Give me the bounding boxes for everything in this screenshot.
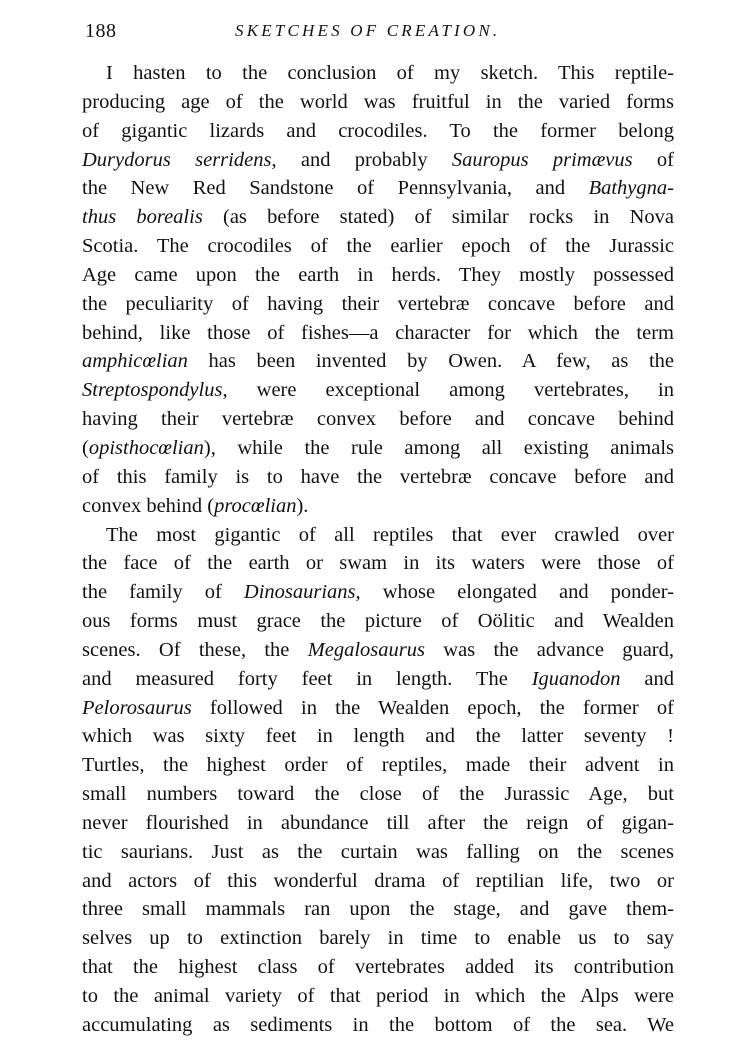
text-line xyxy=(82,809,674,838)
italic-term: Bathygna- xyxy=(588,177,674,200)
paragraph xyxy=(82,59,674,521)
text-line xyxy=(82,751,674,780)
text-line xyxy=(82,549,674,578)
text-run: having their vertebræ convex before and concave behind xyxy=(82,408,674,431)
text-run: that the highest class of vertebrates added its contribution xyxy=(82,956,674,979)
text-run: which was sixty feet in length and the latter seventy ! xyxy=(82,725,674,748)
text-run: to the animal variety of that period in which the Alps were xyxy=(82,985,674,1007)
text-line xyxy=(82,232,674,261)
text-line xyxy=(82,1011,674,1040)
text-run: has been invented by Owen. A few, as the xyxy=(187,350,674,373)
text-line xyxy=(82,405,674,434)
text-line xyxy=(82,261,674,290)
text-run: , were exceptional among vertebrates, in xyxy=(222,379,674,402)
paragraph xyxy=(82,521,674,1040)
italic-term: Pelorosaurus xyxy=(82,696,192,719)
text-run: (as before stated) of similar rocks in Nova xyxy=(202,206,675,229)
italic-term: Streptospondylus xyxy=(82,379,223,402)
text-line xyxy=(82,694,674,723)
page-number: 188 xyxy=(85,20,117,42)
text-line xyxy=(82,780,674,809)
text-line xyxy=(82,578,674,607)
text-run: and xyxy=(620,667,674,690)
text-run: the face of the earth or swam in its waters were those of xyxy=(82,552,674,575)
text-line xyxy=(82,146,674,175)
text-line xyxy=(82,492,674,521)
text-run: I hasten to the conclusion of my sketch. This reptile- xyxy=(106,62,674,84)
text-run: was the advance guard, xyxy=(425,638,674,661)
text-run: and measured forty feet in length. The xyxy=(82,667,532,690)
text-line xyxy=(82,607,674,636)
text-run: , whose elongated and ponder- xyxy=(355,581,674,604)
text-run: accumulating as sediments in the bottom of the sea. We xyxy=(82,1013,674,1036)
italic-term: thus borealis xyxy=(82,206,203,229)
italic-term: opisthocœlian xyxy=(88,436,204,459)
text-run: and actors of this wonderful drama of reptilian life, two or xyxy=(82,869,674,892)
italic-term: Dinosaurians xyxy=(243,581,356,604)
text-line xyxy=(82,434,674,463)
text-run: of xyxy=(632,148,674,171)
text-run: never flourished in abundance till after the reign of gigan- xyxy=(82,811,674,834)
text-line xyxy=(82,838,674,867)
text-run: followed in the Wealden epoch, the former of xyxy=(191,696,674,719)
text-line xyxy=(82,665,674,694)
text-line xyxy=(82,319,674,348)
text-run: The most gigantic of all reptiles that ever crawled over xyxy=(106,523,674,546)
text-line xyxy=(82,347,674,376)
text-run: the family of xyxy=(82,581,244,604)
text-run: tic saurians. Just as the curtain was falling on the scenes xyxy=(82,840,674,863)
text-line xyxy=(82,636,674,665)
italic-term: Durydorus serridens xyxy=(82,148,272,171)
text-run: Scotia. The crocodiles of the earlier epoch of the Jurassic xyxy=(82,235,674,258)
text-run: producing age of the world was fruitful in the varied forms xyxy=(82,90,674,113)
text-line xyxy=(82,290,674,319)
text-run: convex behind ( xyxy=(82,494,215,517)
running-title: SKETCHES OF CREATION. xyxy=(235,21,501,40)
italic-term: Iguanodon xyxy=(531,667,621,690)
text-run: ). xyxy=(296,494,309,517)
text-line xyxy=(82,88,674,117)
text-run: ( xyxy=(82,436,89,459)
italic-term: amphicœlian xyxy=(82,350,188,373)
text-line xyxy=(82,982,674,1011)
text-run: scenes. Of these, the xyxy=(82,638,308,661)
italic-term: Sauropus primævus xyxy=(451,148,633,171)
italic-term: Megalosaurus xyxy=(307,638,425,661)
text-line xyxy=(82,953,674,982)
page-header xyxy=(85,20,670,46)
text-run: ), while the rule among all existing animals xyxy=(203,436,674,459)
text-run: three small mammals ran upon the stage, and gave them- xyxy=(82,898,674,921)
text-run: the New Red Sandstone of Pennsylvania, and xyxy=(82,177,589,200)
text-run: of this family is to have the vertebræ concave before and xyxy=(82,465,674,488)
text-line xyxy=(82,867,674,896)
text-line xyxy=(82,895,674,924)
text-line xyxy=(82,924,674,953)
text-run: ous forms must grace the picture of Oölitic and Wealden xyxy=(82,610,674,633)
text-line xyxy=(82,174,674,203)
text-line xyxy=(82,59,674,88)
italic-term: procœlian xyxy=(214,494,297,517)
text-run: , and probably xyxy=(271,148,452,171)
text-line xyxy=(82,722,674,751)
text-line xyxy=(82,376,674,405)
text-run: of gigantic lizards and crocodiles. To the former belong xyxy=(82,119,674,142)
text-run: Turtles, the highest order of reptiles, made their advent in xyxy=(82,754,674,777)
text-run: behind, like those of fishes—a character for which the term xyxy=(82,321,674,344)
body-text xyxy=(82,59,674,1040)
text-run: the peculiarity of having their vertebræ concave before and xyxy=(82,292,674,315)
text-run: Age came upon the earth in herds. They mostly possessed xyxy=(82,263,674,286)
text-line xyxy=(82,203,674,232)
text-line xyxy=(82,463,674,492)
text-line xyxy=(82,117,674,146)
text-line xyxy=(82,521,674,550)
text-run: selves up to extinction barely in time to enable us to say xyxy=(82,927,674,950)
text-run: small numbers toward the close of the Jurassic Age, but xyxy=(82,783,674,806)
